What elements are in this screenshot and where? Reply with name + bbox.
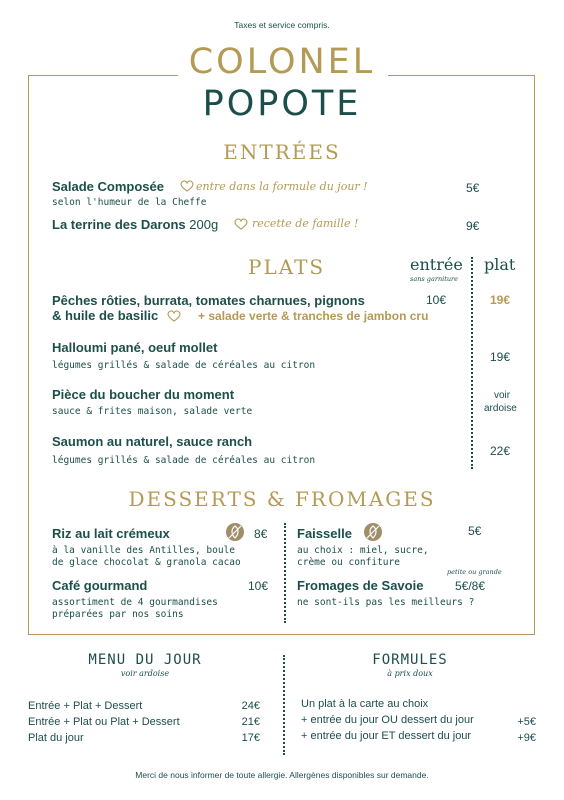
footer-divider [283,655,285,755]
dessert-riz-desc-l2: de glace chocolat & granola cacao [52,557,241,568]
entree-salade-note: entre dans la formule du jour ! [196,180,368,193]
plat-saumon-desc: légumes grillés & salade de céréales au citron [52,455,316,466]
plat-boucher-desc: sauce & frites maison, salade verte [52,406,253,417]
dessert-cafe-price: 10€ [248,579,269,593]
plat-halloumi-desc: légumes grillés & salade de céréales au citron [52,360,316,371]
entree-terrine-note: recette de famille ! [252,217,359,230]
menu-du-jour-subtitle: voir ardoise [120,669,170,678]
plat-boucher-price-l1: voir [494,390,511,401]
entree-terrine-name: La terrine des Darons 200g [52,217,219,232]
formules-title: FORMULES [372,652,448,668]
heart-arrow-icon [167,310,181,322]
plats-column-divider [471,257,473,469]
dessert-faisselle-desc-l1: au choix : miel, sucre, [297,545,429,556]
plat-peches-name-l2: & huile de basilic [52,308,159,323]
brand-name-line1: COLONEL [188,42,376,82]
entrees-title: ENTRÉES [223,140,341,164]
menu-line-2-price: 21€ [241,716,260,728]
menu-line-2: Entrée + Plat ou Plat + Dessert [28,716,180,728]
fromages-size-note: petite ou grande [447,568,502,576]
dessert-faisselle-name: Faisselle [297,526,352,541]
formule-line-3-price: +9€ [517,732,536,744]
heart-arrow-icon [180,180,194,192]
plat-halloumi-name: Halloumi pané, oeuf mollet [52,340,218,355]
brand-name-line2: POPOTE [202,84,362,124]
plat-saumon-price: 22€ [490,444,511,458]
vegetarian-badge-icon [226,523,244,541]
plat-halloumi-price: 19€ [490,350,511,364]
entree-salade-desc: selon l'humeur de la Cheffe [52,197,207,208]
menu-line-3-price: 17€ [241,732,260,744]
heart-arrow-icon [234,218,248,230]
menu-line-1: Entrée + Plat + Dessert [28,700,143,712]
desserts-divider [284,523,286,623]
plat-peches-price-entree: 10€ [426,293,447,307]
plats-title: PLATS [248,255,326,279]
entree-salade-name: Salade Composée [52,179,164,194]
dessert-cafe-name: Café gourmand [52,578,148,593]
dessert-riz-desc-l1: à la vanille des Antilles, boule [52,545,236,556]
plat-saumon-name: Saumon au naturel, sauce ranch [52,434,253,449]
dessert-fromages-name: Fromages de Savoie [297,578,424,593]
entree-terrine-price: 9€ [466,219,480,233]
dessert-riz-name: Riz au lait crémeux [52,526,170,541]
plat-peches-price-plat: 19€ [490,293,511,307]
plat-peches-name-l1: Pêches rôties, burrata, tomates charnues, pignons [52,293,365,308]
menu-line-1-price: 24€ [241,700,260,712]
dessert-faisselle-price: 5€ [468,524,482,538]
dessert-cafe-desc-l2: préparées par nos soins [52,609,184,620]
formules-subtitle: à prix doux [387,669,433,678]
formule-line-2-price: +5€ [517,716,536,728]
formule-line-2: + entrée du jour OU dessert du jour [301,714,474,726]
dessert-fromages-price: 5€/8€ [455,579,486,593]
allergy-notice: Merci de nous informer de toute allergie. Allergènes disponibles sur demande. [135,770,429,780]
plat-peches-extra: + salade verte & tranches de jambon cru [198,309,429,323]
menu-line-3: Plat du jour [28,732,84,744]
dessert-faisselle-desc-l2: crème ou confiture [297,557,400,568]
dessert-cafe-desc-l1: assortiment de 4 gourmandises [52,597,218,608]
entree-salade-price: 5€ [466,181,480,195]
formule-line-1: Un plat à la carte au choix [301,698,429,710]
dessert-riz-price: 8€ [254,527,268,541]
menu-du-jour-title: MENU DU JOUR [88,652,202,668]
col-entree-sub: sans garniture [410,275,458,283]
plat-boucher-name: Pièce du boucher du moment [52,387,235,402]
dessert-fromages-desc: ne sont-ils pas les meilleurs ? [297,597,475,608]
col-entree-header: entrée [410,255,463,274]
desserts-title: DESSERTS & FROMAGES [128,487,436,511]
vegetarian-badge-icon [364,523,382,541]
taxes-notice: Taxes et service compris. [234,20,330,30]
formule-line-3: + entrée du jour ET dessert du jour [301,730,472,742]
col-plat-header: plat [484,255,516,274]
plat-boucher-price-l2: ardoise [484,403,517,414]
